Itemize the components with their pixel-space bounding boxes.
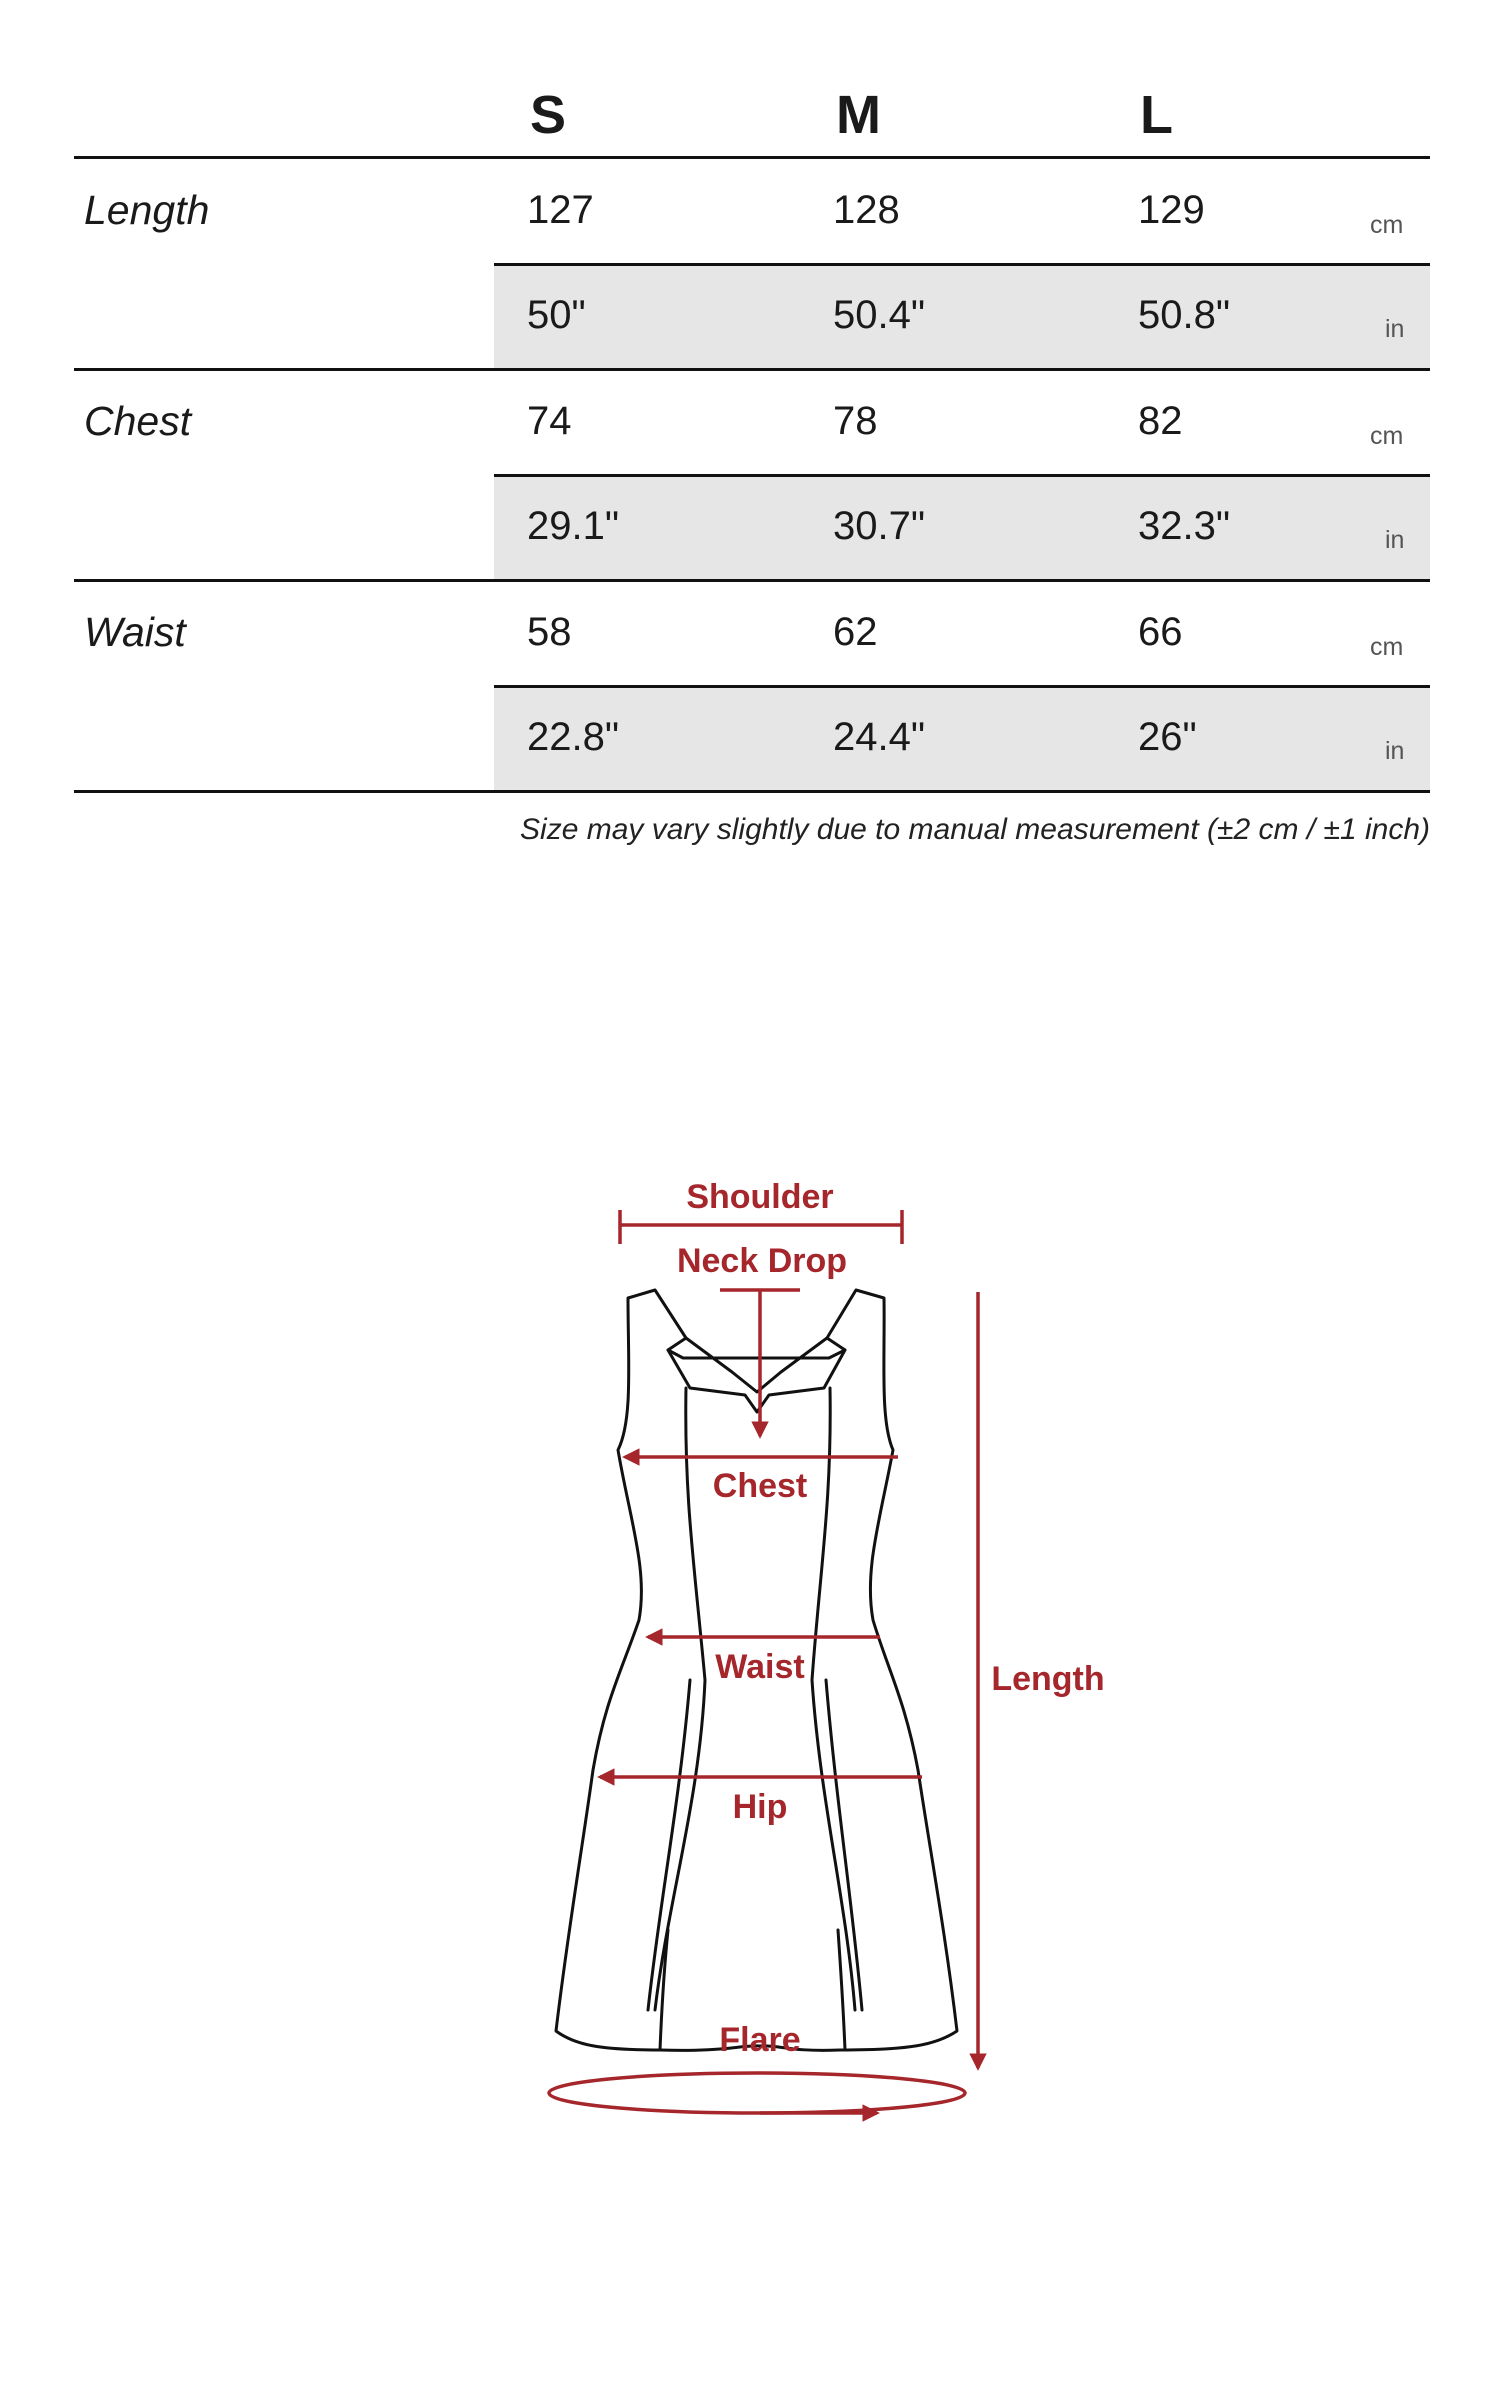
- label-flare: Flare: [719, 2021, 801, 2059]
- cell-chest-m-in: 30.7": [833, 504, 926, 548]
- size-header-l: L: [1140, 85, 1173, 145]
- cell-waist-s-cm: 58: [527, 610, 572, 654]
- measurement-label-chest: Chest: [84, 398, 192, 444]
- label-waist: Waist: [715, 1648, 805, 1686]
- cell-waist-l-cm: 66: [1138, 610, 1183, 654]
- table-rule: [74, 156, 1430, 159]
- cell-length-m-in: 50.4": [833, 293, 926, 337]
- unit-cm: cm: [1370, 633, 1404, 661]
- cell-waist-m-in: 24.4": [833, 715, 926, 759]
- flare-ellipse: [549, 2073, 965, 2113]
- label-chest: Chest: [712, 1467, 808, 1505]
- label-shoulder: Shoulder: [686, 1178, 834, 1216]
- neckline-inner: [686, 1338, 827, 1392]
- diagram-labels: [677, 1178, 1105, 2059]
- princess-seam-right: [812, 1388, 855, 2010]
- cell-length-s-in: 50": [527, 293, 586, 337]
- cell-waist-m-cm: 62: [833, 610, 878, 654]
- row-shade-waist-in: [494, 687, 1430, 790]
- measurement-label-length: Length: [84, 187, 210, 233]
- cell-length-l-cm: 129: [1138, 188, 1205, 232]
- cell-length-m-cm: 128: [833, 188, 900, 232]
- table-subrule: [494, 474, 1430, 477]
- label-neck-drop: Neck Drop: [676, 1242, 848, 1280]
- princess-seam-left: [655, 1388, 705, 2010]
- row-shade-length-in: [494, 265, 1430, 368]
- cell-chest-m-cm: 78: [833, 399, 878, 443]
- row-shade-chest-in: [494, 476, 1430, 579]
- cell-chest-s-cm: 74: [527, 399, 572, 443]
- unit-cm: cm: [1370, 211, 1404, 239]
- cell-chest-l-in: 32.3": [1138, 504, 1231, 548]
- cell-waist-l-in: 26": [1138, 715, 1197, 759]
- cell-length-l-in: 50.8": [1138, 293, 1231, 337]
- size-table: [0, 0, 1500, 900]
- label-hip: Hip: [732, 1788, 788, 1826]
- size-header-m: M: [836, 85, 881, 145]
- cell-waist-s-in: 22.8": [527, 715, 620, 759]
- unit-cm: cm: [1370, 422, 1404, 450]
- measurement-label-waist: Waist: [84, 609, 186, 655]
- measurement-note: Size may vary slightly due to manual measurement (±2 cm / ±1 inch): [520, 813, 1430, 846]
- cell-length-s-cm: 127: [527, 188, 594, 232]
- unit-in: in: [1385, 315, 1405, 343]
- table-rule: [74, 790, 1430, 793]
- table-rule: [74, 368, 1430, 371]
- size-header-s: S: [530, 85, 567, 145]
- unit-in: in: [1385, 526, 1405, 554]
- hem-right-panel: [838, 1930, 845, 2050]
- table-subrule: [494, 263, 1430, 266]
- unit-in: in: [1385, 737, 1405, 765]
- cell-chest-s-in: 29.1": [527, 504, 620, 548]
- dress-diagram: [0, 1100, 1500, 2200]
- table-subrule: [494, 685, 1430, 688]
- cell-chest-l-cm: 82: [1138, 399, 1183, 443]
- label-length: Length: [991, 1660, 1105, 1698]
- table-rule: [74, 579, 1430, 582]
